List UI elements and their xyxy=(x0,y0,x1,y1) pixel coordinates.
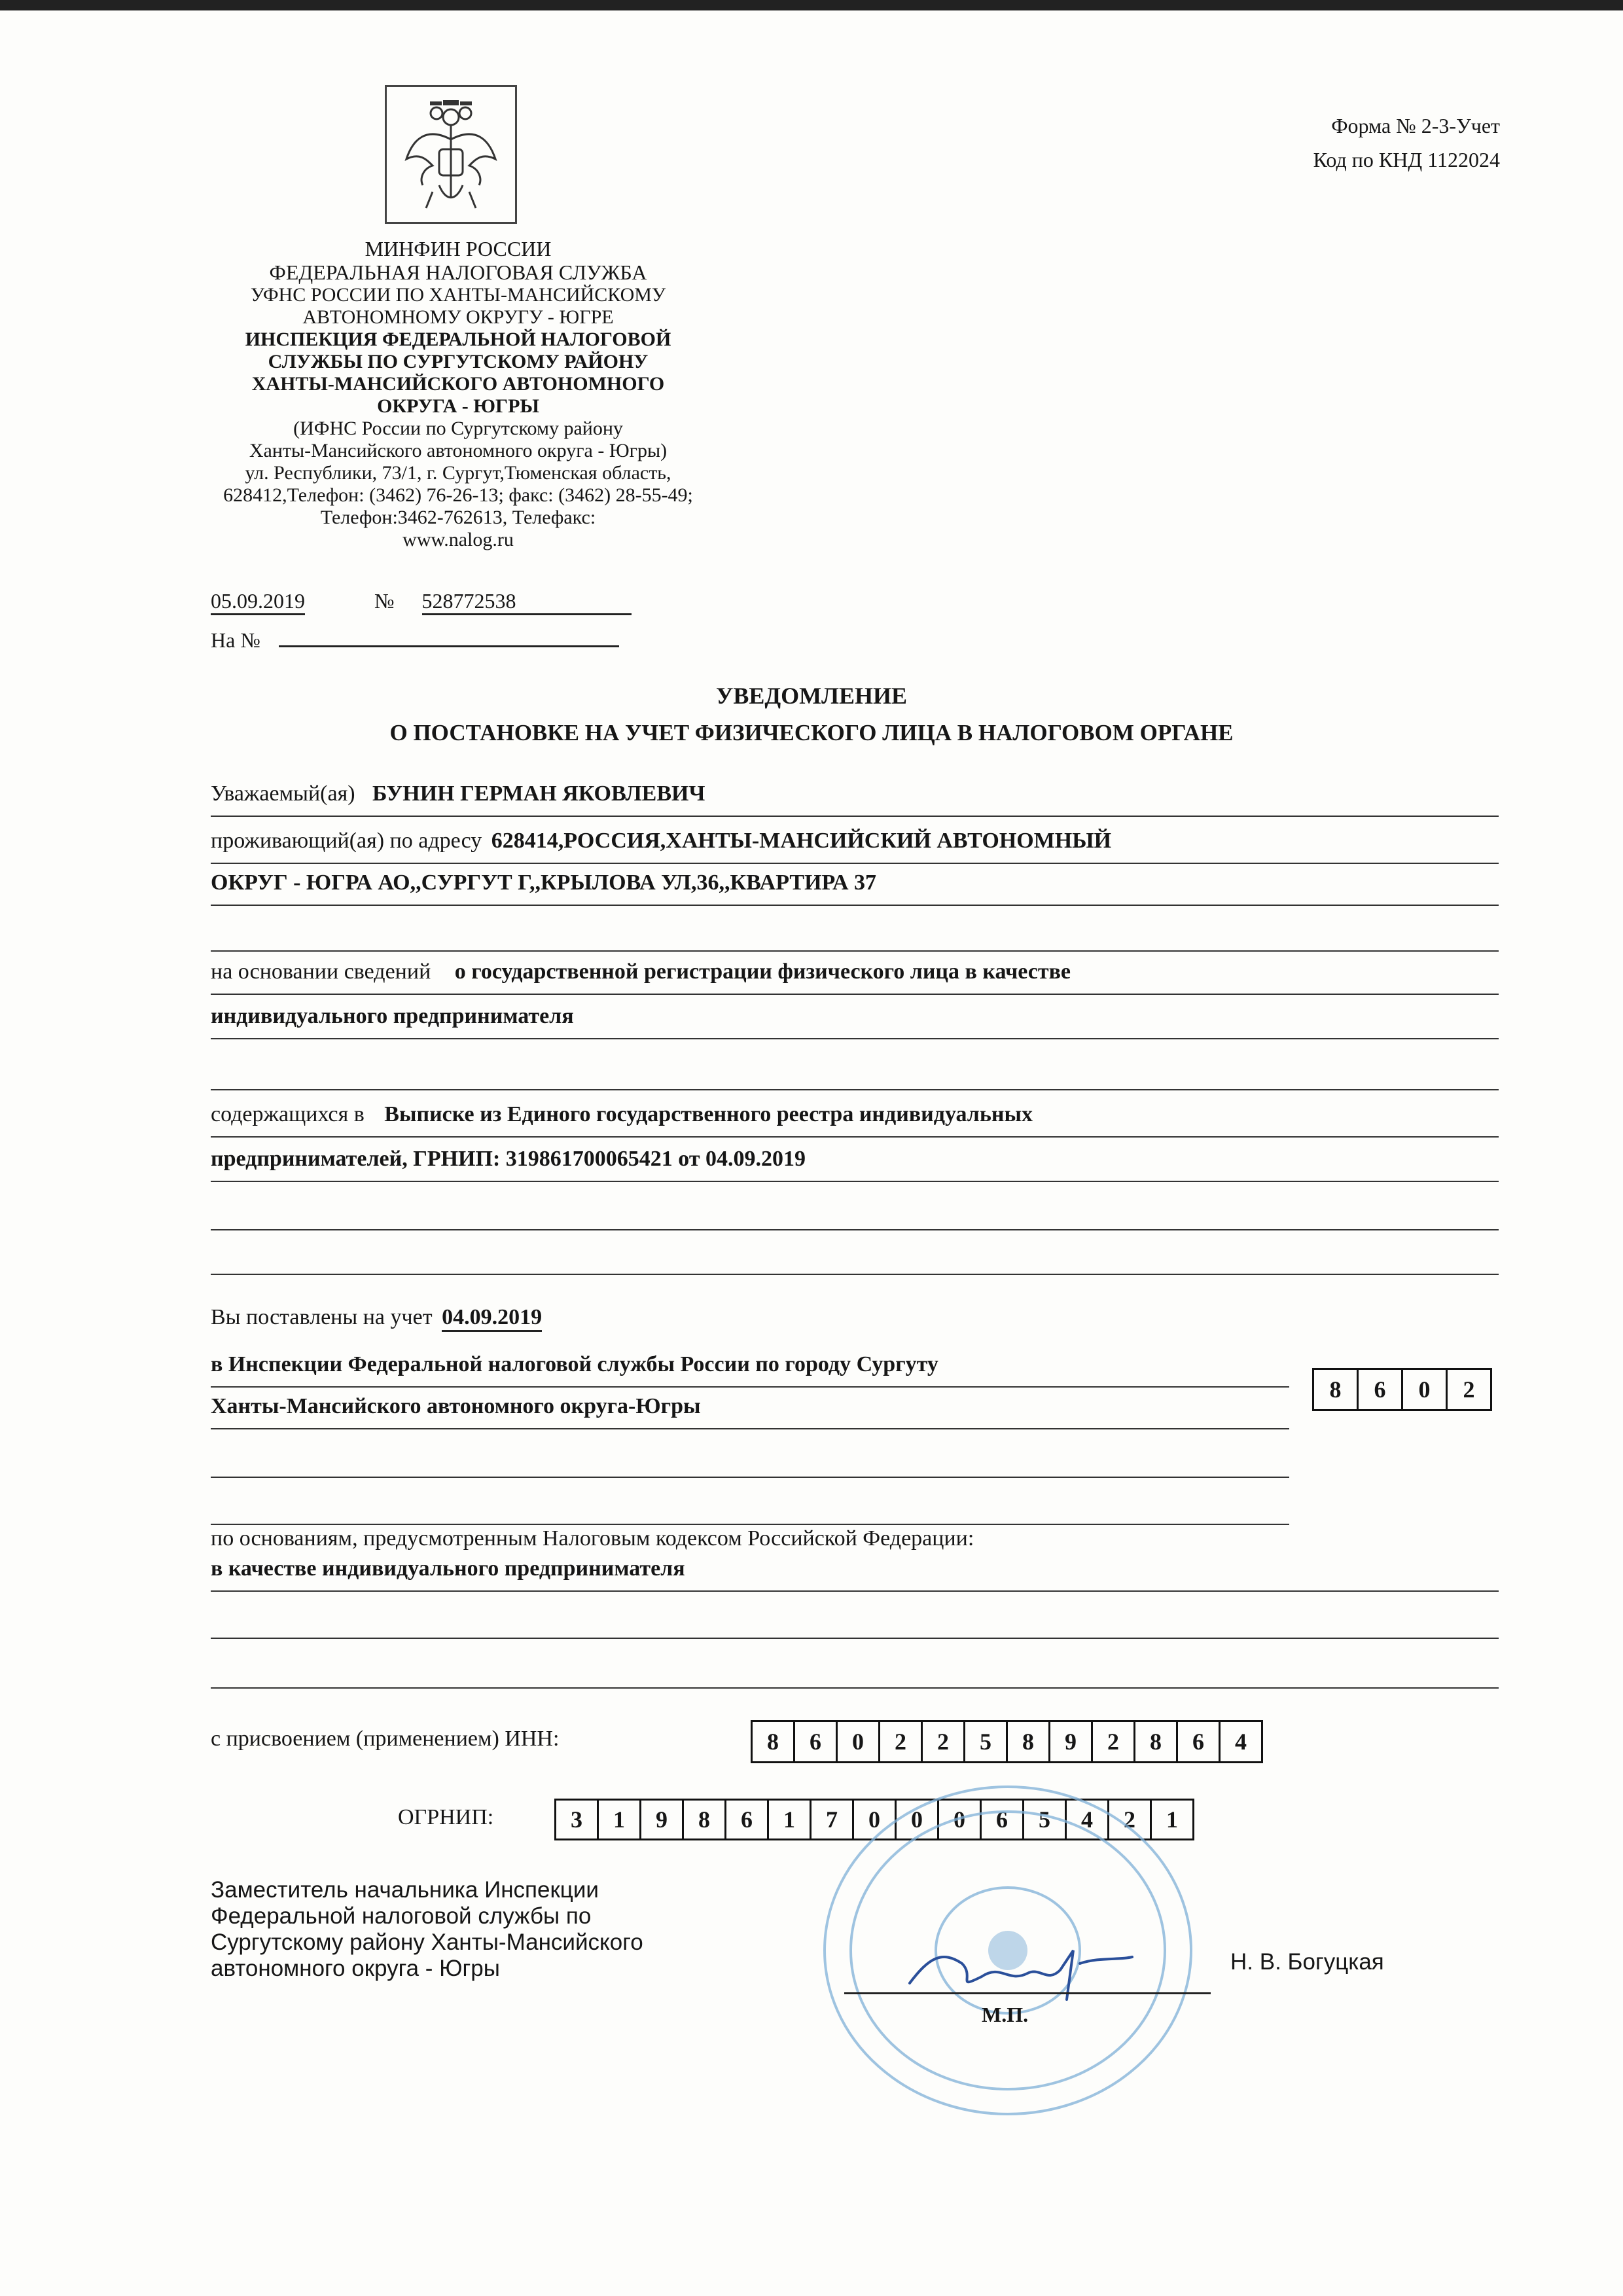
blank-line xyxy=(211,1055,1499,1090)
org-addr6: www.nalog.ru xyxy=(402,529,514,550)
digit-cell: 2 xyxy=(878,1720,923,1763)
document-date-line xyxy=(211,589,632,615)
blank-line xyxy=(211,1490,1289,1525)
digit-cell: 1 xyxy=(597,1799,641,1840)
signer-title-3: Сургутскому району Ханты-Мансийского xyxy=(211,1929,643,1955)
digit-cell: 8 xyxy=(751,1720,795,1763)
org-bold1: ИНСПЕКЦИЯ ФЕДЕРАЛЬНОЙ НАЛОГОВОЙ xyxy=(245,329,671,350)
address-label: проживающий(ая) по адресу xyxy=(211,829,482,853)
scan-top-edge xyxy=(0,0,1623,10)
contained-label: содержащихся в xyxy=(211,1102,365,1126)
digit-cell: 0 xyxy=(852,1799,897,1840)
digit-cell: 5 xyxy=(1022,1799,1067,1840)
digit-cell: 0 xyxy=(836,1720,880,1763)
form-number: Форма № 2-3-Учет xyxy=(1331,114,1500,137)
reference-label: На № xyxy=(211,628,260,652)
digit-cell: 6 xyxy=(980,1799,1024,1840)
basis-line-1: о государственной регистрации физического лица в качестве xyxy=(454,960,1071,984)
coat-of-arms-emblem xyxy=(385,85,517,224)
digit-cell: 1 xyxy=(767,1799,812,1840)
digit-cell: 8 xyxy=(1006,1720,1050,1763)
organization-header xyxy=(164,237,753,551)
registered-date: 04.09.2019 xyxy=(442,1305,542,1332)
reference-line xyxy=(211,626,619,653)
org-addr5: Телефон:3462-762613, Телефакс: xyxy=(320,507,596,528)
digit-cell: 9 xyxy=(1048,1720,1093,1763)
contained-line-1: Выписке из Единого государственного реестра индивидуальных xyxy=(384,1102,1033,1126)
org-line2: ФЕДЕРАЛЬНАЯ НАЛОГОВАЯ СЛУЖБА xyxy=(269,260,647,284)
stamp-label: М.П. xyxy=(982,2003,1029,2026)
digit-cell: 6 xyxy=(793,1720,838,1763)
signer-title-1: Заместитель начальника Инспекции xyxy=(211,1877,599,1903)
tax-office-code xyxy=(1314,1368,1492,1411)
blank-line xyxy=(211,1195,1499,1230)
digit-cell: 7 xyxy=(810,1799,854,1840)
blank-line xyxy=(211,1240,1499,1275)
document-subtitle: О ПОСТАНОВКЕ НА УЧЕТ ФИЗИЧЕСКОГО ЛИЦА В НАЛОГОВОМ ОРГАНЕ xyxy=(389,720,1234,745)
reference-number xyxy=(279,626,619,647)
digit-cell: 1 xyxy=(1150,1799,1194,1840)
org-bold3: ХАНТЫ-МАНСИЙСКОГО АВТОНОМНОГО xyxy=(251,373,665,395)
digit-cell: 4 xyxy=(1219,1720,1263,1763)
org-addr2: Ханты-Мансийского автономного округа - Югры) xyxy=(249,440,668,461)
signer-title-2: Федеральной налоговой службы по xyxy=(211,1903,592,1929)
taxpayer-name: БУНИН ГЕРМАН ЯКОВЛЕВИЧ xyxy=(372,781,705,806)
digit-cell: 8 xyxy=(682,1799,726,1840)
blank-line xyxy=(211,1443,1289,1478)
org-line1: МИНФИН РОССИИ xyxy=(365,237,552,260)
signature-line xyxy=(844,1992,1211,1994)
org-addr3: ул. Республики, 73/1, г. Сургут,Тюменская область, xyxy=(245,462,671,484)
registered-label: Вы поставлены на учет xyxy=(211,1305,433,1329)
digit-cell: 2 xyxy=(1107,1799,1152,1840)
digit-cell: 9 xyxy=(639,1799,684,1840)
inspection-row-2 xyxy=(211,1394,1289,1429)
inspection-row-1 xyxy=(211,1352,1289,1388)
contained-row-1 xyxy=(211,1102,1499,1138)
digit-cell: 6 xyxy=(1176,1720,1221,1763)
digit-cell: 8 xyxy=(1133,1720,1178,1763)
handwritten-signature xyxy=(903,1937,1139,2009)
inn-digits xyxy=(753,1720,1263,1763)
contained-line-2: предпринимателей, ГРНИП: 319861700065421 от 04.09.2019 xyxy=(211,1147,806,1171)
org-addr4: 628412,Телефон: (3462) 76-26-13; факс: (3462) 28-55-49; xyxy=(223,484,693,506)
dear-label: Уважаемый(ая) xyxy=(211,781,355,806)
eagle-icon xyxy=(387,87,515,222)
digit-cell: 6 xyxy=(1357,1368,1403,1411)
ogrnip-label: ОГРНИП: xyxy=(398,1805,494,1829)
address-row-2 xyxy=(211,870,1499,906)
org-line4: АВТОНОМНОМУ ОКРУГУ - ЮГРЕ xyxy=(302,306,614,328)
digit-cell: 8 xyxy=(1312,1368,1359,1411)
document-number-label: № xyxy=(374,589,395,613)
digit-cell: 6 xyxy=(724,1799,769,1840)
org-bold4: ОКРУГА - ЮГРЫ xyxy=(377,395,539,417)
signer-title xyxy=(211,1877,643,1982)
basis-label: на основании сведений xyxy=(211,960,431,984)
registered-row xyxy=(211,1305,542,1332)
digit-cell: 0 xyxy=(1401,1368,1448,1411)
document-date: 05.09.2019 xyxy=(211,589,305,615)
basis-row-1 xyxy=(211,960,1499,995)
digit-cell: 2 xyxy=(1446,1368,1492,1411)
inn-label: с присвоением (применением) ИНН: xyxy=(211,1727,560,1751)
org-bold2: СЛУЖБЫ ПО СУРГУТСКОМУ РАЙОНУ xyxy=(268,351,649,372)
basis-row-2 xyxy=(211,1004,1499,1039)
address-line-1: 628414,РОССИЯ,ХАНТЫ-МАНСИЙСКИЙ АВТОНОМНЫЙ xyxy=(491,829,1112,853)
form-knd: Код по КНД 1122024 xyxy=(1313,148,1500,171)
blank-line xyxy=(211,916,1499,952)
basis-line-2: индивидуального предпринимателя xyxy=(211,1004,574,1028)
signer-name: Н. В. Богуцкая xyxy=(1230,1949,1384,1975)
grounds-value: в качестве индивидуального предпринимателя xyxy=(211,1556,685,1581)
grounds-row xyxy=(211,1556,1499,1592)
document-number: 528772538 xyxy=(422,589,632,615)
inspection-line-2: Ханты-Мансийского автономного округа-Югры xyxy=(211,1394,701,1418)
grounds-label: по основаниям, предусмотренным Налоговым кодексом Российской Федерации: xyxy=(211,1526,974,1551)
dear-row xyxy=(211,781,1499,817)
document-title: УВЕДОМЛЕНИЕ xyxy=(715,683,908,709)
digit-cell: 2 xyxy=(921,1720,965,1763)
contained-row-2 xyxy=(211,1147,1499,1182)
digit-cell: 2 xyxy=(1091,1720,1135,1763)
address-row-1 xyxy=(211,829,1499,864)
inspection-line-1: в Инспекции Федеральной налоговой службы России по городу Сургуту xyxy=(211,1352,938,1376)
digit-cell: 0 xyxy=(895,1799,939,1840)
digit-cell: 5 xyxy=(963,1720,1008,1763)
address-line-2: ОКРУГ - ЮГРА АО,,СУРГУТ Г,,КРЫЛОВА УЛ,36,,КВАРТИРА 37 xyxy=(211,870,877,895)
form-meta xyxy=(1313,109,1500,177)
blank-line xyxy=(211,1653,1499,1689)
org-addr1: (ИФНС России по Сургутскому району xyxy=(293,418,623,439)
digit-cell: 4 xyxy=(1065,1799,1109,1840)
digit-cell: 3 xyxy=(554,1799,599,1840)
signer-title-4: автономного округа - Югры xyxy=(211,1956,500,1981)
blank-line xyxy=(211,1604,1499,1639)
digit-cell: 0 xyxy=(937,1799,982,1840)
org-line3: УФНС РОССИИ ПО ХАНТЫ-МАНСИЙСКОМУ xyxy=(250,284,666,306)
